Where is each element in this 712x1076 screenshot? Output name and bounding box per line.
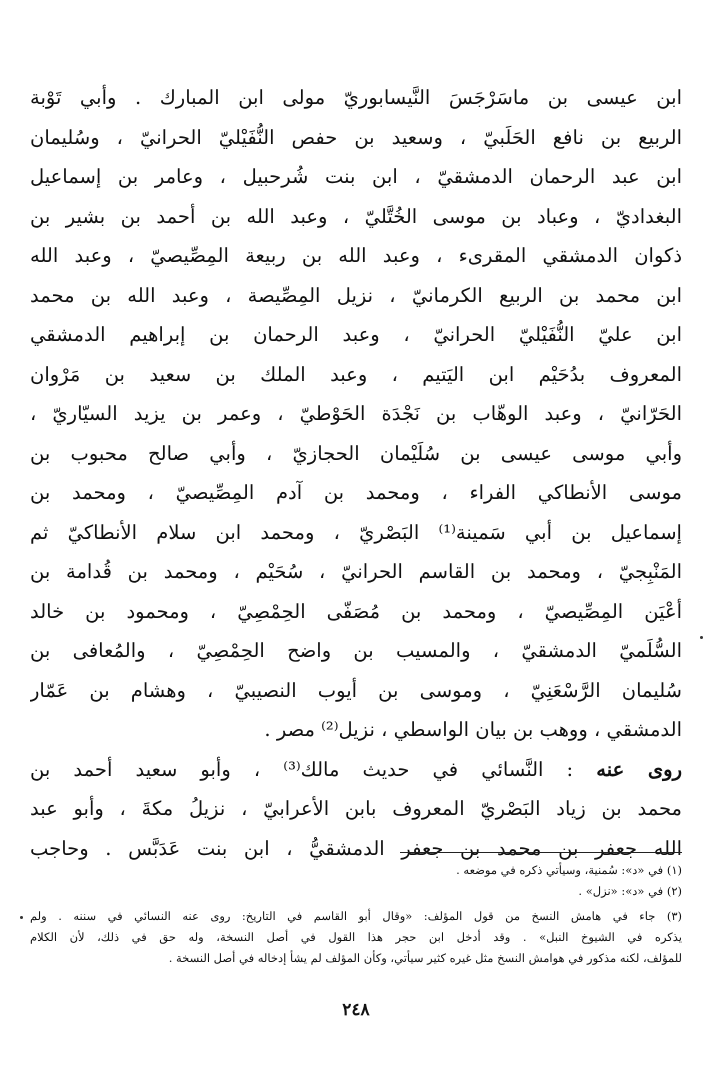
footnote-2: (٢) في «د»: «نزل» . bbox=[578, 884, 682, 898]
text-line: المَنْبِجيّ ، ومحمد بن القاسم الحرانيّ ، سُحَيْم ، ومحمد بن قُدامة بن bbox=[30, 560, 682, 583]
page-number: ٢٤٨ bbox=[342, 1000, 370, 1020]
main-text bbox=[30, 78, 682, 868]
text-line: وأبي موسى عيسى بن سُلَيْمان الحجازيّ ، وأبي صالح محبوب بن bbox=[30, 441, 682, 465]
narration-line: الله جعفر بن محمد بن جعفر الدمشقيُّ ، ابن بنت عَدَبَّس . وحاجب bbox=[30, 836, 682, 860]
footnote-divider bbox=[400, 852, 682, 853]
footnotes bbox=[30, 860, 682, 969]
text-line: ابن عيسى بن ماسَرْجَسَ النَّيسابوريّ مولى ابن المبارك . وأبي تَوْبة bbox=[30, 86, 682, 109]
text-line: السُّلَميّ الدمشقيّ ، والمسيب بن واضح الحِمْصِيّ ، والمُعافى بن bbox=[30, 639, 682, 662]
footnote-3-line: للمؤلف، لكنه مذكور في هوامش النسخ مثل غيره كثير سيأتي، وكأن المؤلف لم يشأ إدخاله في أصل النسخة . bbox=[168, 951, 682, 965]
text-line: المعروف بدُحَيْم ابن اليَتيم ، وعبد الملك بن سعيد بن مَرْوان bbox=[30, 362, 682, 386]
text-line: ابن محمد بن الربيع الكرمانيّ ، نزيل المِصِّيصة ، وعبد الله بن محمد bbox=[30, 283, 682, 307]
narration-line bbox=[30, 750, 682, 790]
text-line: ذكوان الدمشقي المقرىء ، وعبد الله بن ربيعة المِصِّيصيّ ، وعبد الله bbox=[30, 244, 682, 267]
narration-line: محمد بن زياد البَصْريّ المعروف بابن الأعرابيّ ، نزيلُ مكةَ ، وأبو عبد bbox=[30, 797, 682, 820]
text-line: الربيع بن نافع الحَلَبيّ ، وسعيد بن حفص النُّفَيْليّ الحرانيّ ، وسُليمان bbox=[30, 125, 682, 149]
footnote-3-line: يذكره في الشيوخ النبل» . وقد أدخل ابن حجر هذا القول في أصل النسخة، وله حق في ذلك، لأن الكلام bbox=[30, 930, 682, 944]
text-line: الدمشقي ، ووهب بن بيان الواسطي ، نزيل⁽²⁾ مصر . bbox=[264, 718, 682, 741]
narration-text: : النَّسائي في حديث مالك⁽³⁾ ، وأبو سعيد أحمد بن bbox=[30, 757, 574, 781]
text-line: الحَرّانيّ ، وعبد الوهّاب بن نَجْدَة الحَوْطيّ ، وعمر بن يزيد السيّاريّ ، bbox=[30, 402, 682, 425]
footnote-3-line: (٣) جاء في هامش النسخ من قول المؤلف: «وقال أبو القاسم في التاريخ: روى عنه النسائي في سننه . ولم bbox=[30, 909, 682, 923]
text-line: أعْيَن المِصِّيصيّ ، ومحمد بن مُصَفّى الحِمْصِيّ ، ومحمود بن خالد bbox=[30, 599, 682, 623]
footnote-1: (١) في «د»: سُمنية، وسيأتي ذكره في موضعه . bbox=[456, 863, 682, 877]
scan-speck bbox=[700, 636, 703, 639]
scan-speck bbox=[20, 916, 23, 919]
text-line: البغداديّ ، وعباد بن موسى الخُتَّليّ ، وعبد الله بن أحمد بن بشير بن bbox=[30, 204, 682, 228]
narration-heading: روى عنه bbox=[596, 757, 682, 781]
text-line: ابن عليّ النُّفَيْليّ الحرانيّ ، وعبد الرحمان بن إبراهيم الدمشقي bbox=[30, 323, 682, 346]
text-line: سُليمان الرَّسْعَنِيّ ، وموسى بن أيوب النصيبيّ ، وهشام بن عَمّار bbox=[30, 678, 682, 702]
text-line: إسماعيل بن أبي سَمينة⁽¹⁾ البَصْريّ ، ومحمد ابن سلام الأنطاكيّ ثم bbox=[30, 520, 682, 544]
text-line: ابن عبد الرحمان الدمشقيّ ، ابن بنت شُرحبيل ، وعامر بن إسماعيل bbox=[30, 165, 682, 188]
text-line: موسى الأنطاكي الفراء ، ومحمد بن آدم المِصِّيصيّ ، ومحمد بن bbox=[30, 481, 682, 504]
